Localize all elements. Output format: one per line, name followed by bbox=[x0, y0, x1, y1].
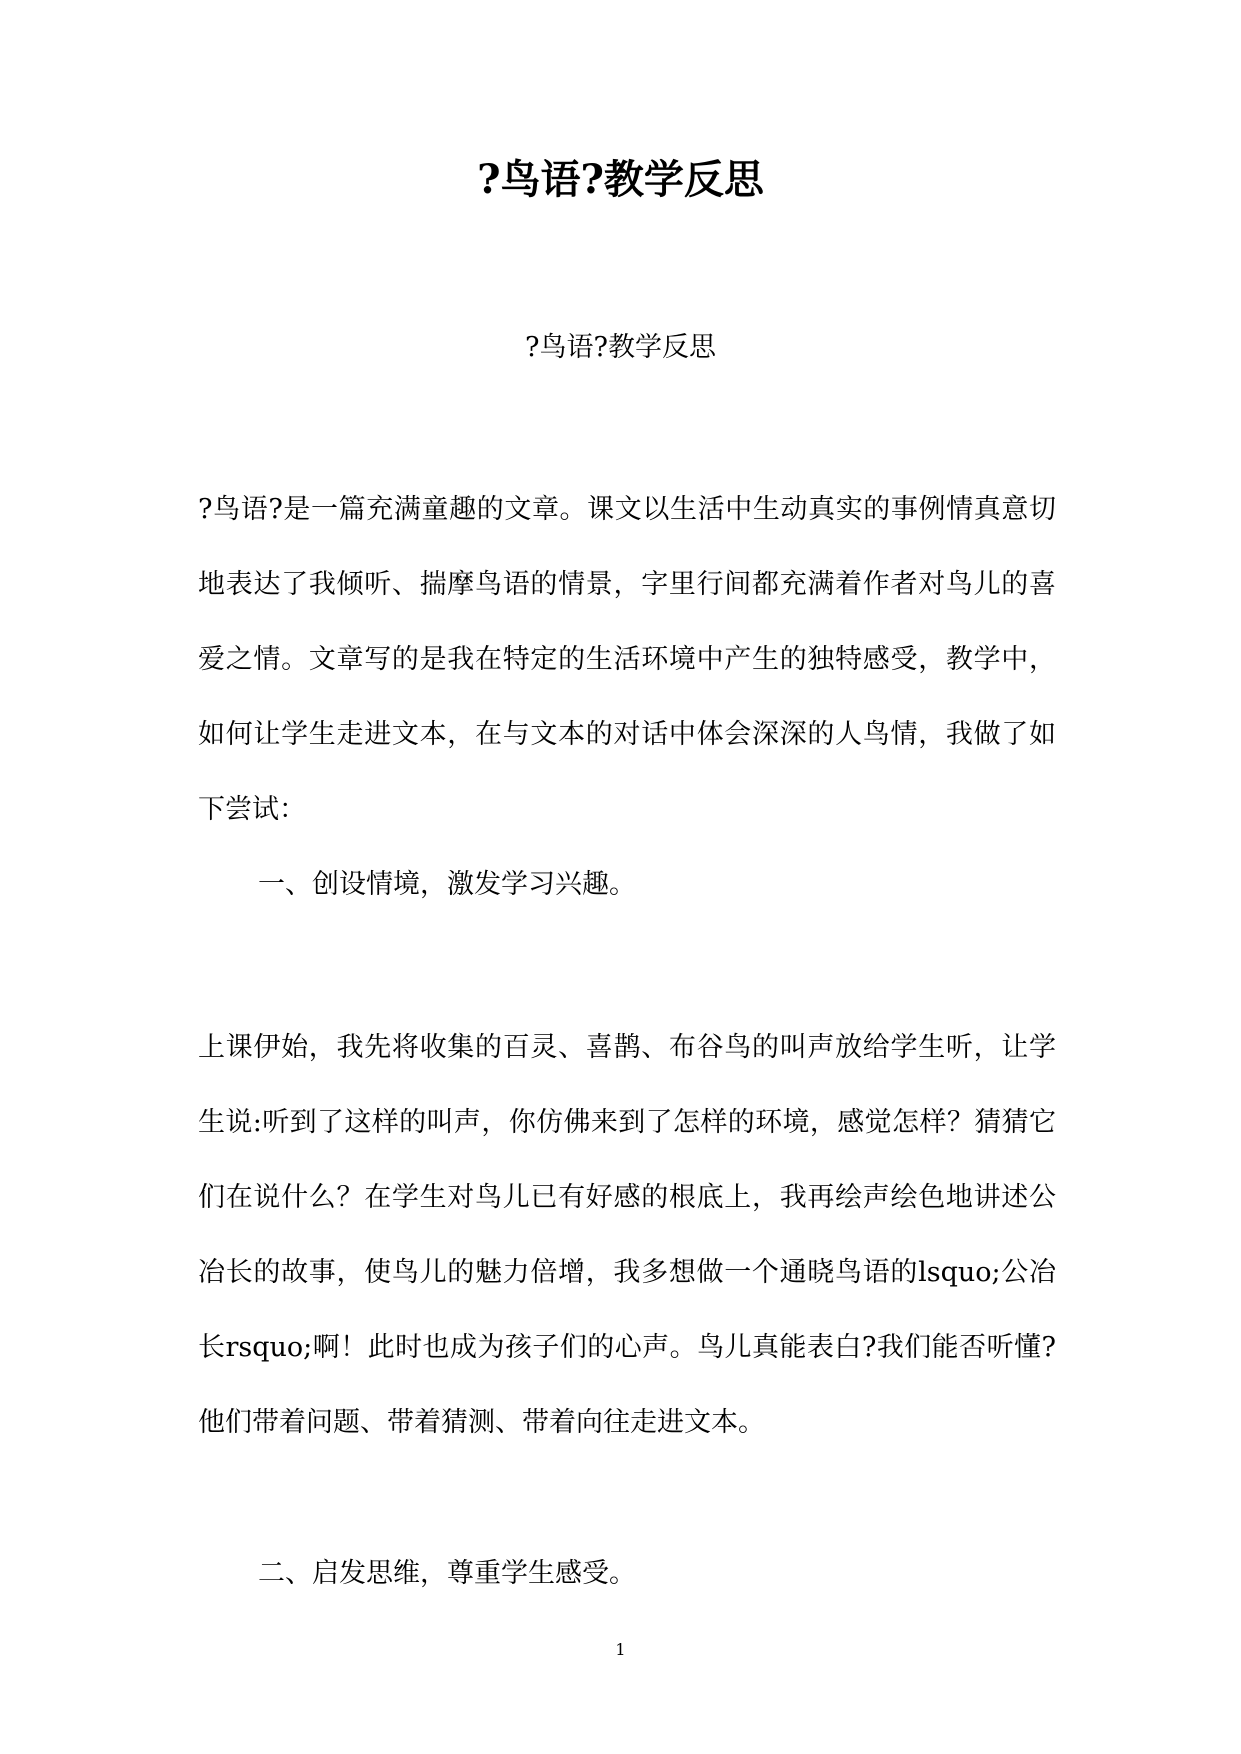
paragraph-section-1: 上课伊始，我先将收集的百灵、喜鹊、布谷鸟的叫声放给学生听，让学生说:听到了这样的叫声，你仿佛来到了怎样的环境，感觉怎样？猜猜它们在说什么？在学生对鸟儿已有好感的根底上，我再绘声绘色地讲述公冶长的故事，使鸟儿的魅力倍增，我多想做一个通晓鸟语的lsquo;公冶长rsquo;啊！此时也成为孩子们的心声。鸟儿真能表白?我们能否听懂?他们带着问题、带着猜测、带着向往走进文本。 bbox=[198, 1032, 1056, 1438]
section-heading-2: 二、启发思维，尊重学生感受。 bbox=[258, 1558, 636, 1589]
page-number: 1 bbox=[615, 1640, 626, 1659]
document-title: ?鸟语?教学反思 bbox=[477, 156, 764, 203]
section-heading-1: 一、创设情境，激发学习兴趣。 bbox=[258, 869, 636, 900]
document-subtitle: ?鸟语?教学反思 bbox=[525, 332, 716, 363]
paragraph-intro: ?鸟语?是一篇充满童趣的文章。课文以生活中生动真实的事例情真意切地表达了我倾听、揣摩鸟语的情景，字里行间都充满着作者对鸟儿的喜爱之情。文章写的是我在特定的生活环境中产生的独特感受，教学中，如何让学生走进文本，在与文本的对话中体会深深的人鸟情，我做了如下尝试： bbox=[198, 494, 1056, 825]
